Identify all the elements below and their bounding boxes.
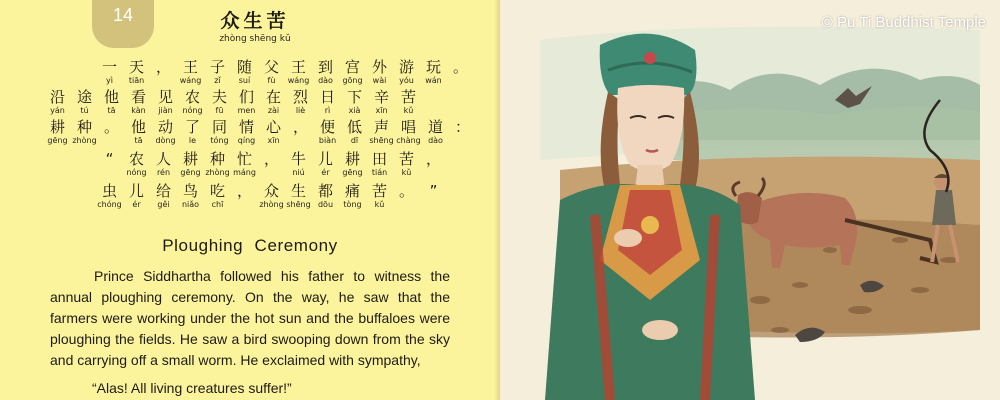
- poem-character: [231, 150, 258, 178]
- pinyin: yì: [106, 76, 113, 85]
- hanzi: “: [105, 150, 114, 168]
- poem-character: [98, 88, 125, 116]
- poem-character: [312, 58, 339, 86]
- pinyin: xīn: [267, 136, 280, 145]
- poem-character: [366, 182, 393, 210]
- hanzi: 日: [319, 88, 335, 106]
- poem-character: [395, 88, 422, 116]
- hanzi: 苦: [371, 182, 387, 200]
- pinyin: wán: [425, 76, 442, 85]
- hanzi: 他: [130, 118, 146, 136]
- poem-character: [125, 118, 152, 146]
- poem-character: [258, 58, 285, 86]
- hanzi: 子: [209, 58, 225, 76]
- pendant: [641, 216, 659, 234]
- hanzi: 王: [182, 58, 198, 76]
- hanzi: ，: [155, 58, 171, 76]
- pinyin: yóu: [399, 76, 414, 85]
- poem-character: [150, 58, 177, 86]
- poem-character: [150, 182, 177, 210]
- pinyin: kǔ: [401, 168, 412, 177]
- pinyin: tián: [371, 168, 388, 177]
- pinyin: niǎo: [181, 200, 200, 209]
- poem-character: [152, 118, 179, 146]
- hanzi: 心: [265, 118, 281, 136]
- hanzi: 道: [427, 118, 443, 136]
- hanzi: 。: [103, 118, 119, 136]
- pinyin: xià: [348, 106, 361, 115]
- pinyin: dòng: [155, 136, 176, 145]
- page-number: 14: [112, 5, 134, 25]
- poem-line: [44, 118, 476, 146]
- pinyin: zhòng: [259, 200, 284, 209]
- chinese-title-hanzi: 众生苦: [220, 10, 290, 32]
- hanzi: 低: [346, 118, 362, 136]
- poem-character: [420, 150, 447, 178]
- hanzi: 牛: [290, 150, 306, 168]
- poem-character: [150, 150, 177, 178]
- hanzi: 耕: [344, 150, 360, 168]
- poem-line: [96, 150, 447, 178]
- poem-line: [96, 182, 447, 210]
- pinyin: máng: [233, 168, 256, 177]
- poem-character: [71, 118, 98, 146]
- poem-character: [339, 182, 366, 210]
- poem-character: [177, 182, 204, 210]
- poem-character: [420, 58, 447, 86]
- pinyin: kǔ: [374, 200, 385, 209]
- poem-character: [393, 182, 420, 210]
- pinyin: rén: [156, 168, 171, 177]
- pinyin: gēng: [180, 168, 201, 177]
- pinyin: chī: [211, 200, 224, 209]
- hanzi: 烈: [292, 88, 308, 106]
- pinyin: dào: [318, 76, 333, 85]
- hanzi: 苦: [398, 150, 414, 168]
- poem-character: [260, 118, 287, 146]
- poem-character: [179, 88, 206, 116]
- poem-character: [233, 88, 260, 116]
- hand-arm: [642, 320, 678, 340]
- poem-character: [233, 118, 260, 146]
- poem-character: [258, 182, 285, 210]
- pinyin: ér: [321, 168, 330, 177]
- hanzi: 耕: [182, 150, 198, 168]
- poem-character: [177, 58, 204, 86]
- hanzi: ，: [292, 118, 308, 136]
- pinyin: niú: [292, 168, 305, 177]
- poem-character: [206, 88, 233, 116]
- poem-character: [393, 150, 420, 178]
- pinyin: dào: [428, 136, 443, 145]
- hanzi: 随: [236, 58, 252, 76]
- english-body: Prince Siddhartha followed his father to witness the annual ploughing ceremony. On the way, he saw that the farmers were working under the hot sun and the buffaloes were ploughing the fields. He saw a bird swooping down from the sky and carrying off a small worm. He exclaimed with sympathy,: [50, 268, 450, 368]
- hanzi: 痛: [344, 182, 360, 200]
- hanzi: ，: [236, 182, 252, 200]
- poem-character: [420, 182, 447, 210]
- hanzi: 动: [157, 118, 173, 136]
- pinyin: jiàn: [158, 106, 173, 115]
- poem-character: [204, 58, 231, 86]
- hanzi: 忙: [236, 150, 252, 168]
- pinyin: wài: [372, 76, 387, 85]
- hanzi: 声: [373, 118, 389, 136]
- pinyin: kǔ: [403, 106, 414, 115]
- poem-character: [206, 118, 233, 146]
- hanzi: ”: [429, 182, 438, 200]
- hanzi: 种: [209, 150, 225, 168]
- pinyin: biàn: [318, 136, 337, 145]
- poem-character: [368, 118, 395, 146]
- poem-character: [204, 150, 231, 178]
- english-title: Ploughing Ceremony: [162, 236, 338, 255]
- hanzi: 耕: [49, 118, 65, 136]
- pinyin: qíng: [237, 136, 256, 145]
- hanzi: 看: [130, 88, 146, 106]
- poem-line: [96, 58, 474, 86]
- hanzi: 苦: [400, 88, 416, 106]
- hanzi: 众: [263, 182, 279, 200]
- ploughing-illustration: [500, 0, 1000, 400]
- pinyin: shēng: [369, 136, 394, 145]
- hanzi: ，: [263, 150, 279, 168]
- poem-character: [341, 118, 368, 146]
- poem-character: [123, 182, 150, 210]
- pinyin: zài: [267, 106, 280, 115]
- hanzi: 他: [103, 88, 119, 106]
- pinyin: kàn: [131, 106, 146, 115]
- pinyin: le: [188, 136, 197, 145]
- pinyin: dī: [350, 136, 359, 145]
- hanzi: 便: [319, 118, 335, 136]
- hanzi: 沿: [49, 88, 65, 106]
- hanzi: 天: [128, 58, 144, 76]
- poem-character: [204, 182, 231, 210]
- hanzi: 都: [317, 182, 333, 200]
- pinyin: wáng: [179, 76, 202, 85]
- hanzi: ：: [454, 118, 470, 136]
- hanzi: 见: [157, 88, 173, 106]
- chinese-title: [210, 6, 300, 44]
- poem-character: [44, 88, 71, 116]
- pinyin: chàng: [396, 136, 421, 145]
- pinyin: gōng: [342, 76, 363, 85]
- hanzi: 人: [155, 150, 171, 168]
- hanzi: 农: [184, 88, 200, 106]
- hanzi: 下: [346, 88, 362, 106]
- hanzi: 田: [371, 150, 387, 168]
- pinyin: fù: [267, 76, 276, 85]
- hanzi: 了: [184, 118, 200, 136]
- poem-character: [312, 150, 339, 178]
- english-quote: “Alas! All living creatures suffer!”: [92, 380, 292, 396]
- poem-character: [339, 150, 366, 178]
- hanzi: ，: [425, 150, 441, 168]
- hanzi: 种: [76, 118, 92, 136]
- hanzi: 虫: [101, 182, 117, 200]
- poem-character: [123, 58, 150, 86]
- pinyin: gēng: [47, 136, 68, 145]
- pinyin: dōu: [317, 200, 334, 209]
- poem-character: [422, 118, 449, 146]
- pinyin: gēng: [342, 168, 363, 177]
- hanzi: 给: [155, 182, 171, 200]
- hanzi: 一: [101, 58, 117, 76]
- poem-character: [285, 182, 312, 210]
- poem-character: [447, 58, 474, 86]
- poem-character: [449, 118, 476, 146]
- hanzi: 外: [371, 58, 387, 76]
- poem-character: [395, 118, 422, 146]
- pinyin: chóng: [97, 200, 122, 209]
- poem-character: [312, 182, 339, 210]
- poem-character: [341, 88, 368, 116]
- poem-character: [98, 118, 125, 146]
- poem-character: [125, 88, 152, 116]
- hanzi: 。: [452, 58, 468, 76]
- chinese-title-pinyin: zhòng shēng kǔ: [219, 34, 291, 44]
- poem-character: [96, 150, 123, 178]
- hand-chest: [614, 229, 642, 247]
- pinyin: rì: [324, 106, 331, 115]
- poem-character: [231, 58, 258, 86]
- poem-character: [123, 150, 150, 178]
- poem-character: [287, 88, 314, 116]
- poem-character: [258, 150, 285, 178]
- poem-character: [287, 118, 314, 146]
- pinyin: wáng: [287, 76, 310, 85]
- pinyin: nóng: [182, 106, 203, 115]
- pinyin: tā: [107, 106, 116, 115]
- pinyin: zǐ: [214, 76, 221, 85]
- hanzi: 父: [263, 58, 279, 76]
- pinyin: zhòng: [72, 136, 97, 145]
- poem-character: [260, 88, 287, 116]
- poem-character: [177, 150, 204, 178]
- pinyin: gěi: [157, 200, 170, 209]
- hanzi: 宫: [344, 58, 360, 76]
- hanzi: 生: [290, 182, 306, 200]
- pinyin: nóng: [126, 168, 147, 177]
- pinyin: shēng: [286, 200, 311, 209]
- poem-character: [366, 150, 393, 178]
- turban-jewel: [644, 52, 656, 64]
- poem-character: [152, 88, 179, 116]
- pinyin: ér: [132, 200, 141, 209]
- pinyin: tóng: [210, 136, 229, 145]
- poem-character: [96, 182, 123, 210]
- hanzi: 鸟: [182, 182, 198, 200]
- pinyin: tā: [134, 136, 143, 145]
- poem-character: [96, 58, 123, 86]
- hanzi: 吃: [209, 182, 225, 200]
- hanzi: 途: [76, 88, 92, 106]
- pinyin: xīn: [375, 106, 388, 115]
- hanzi: 玩: [425, 58, 441, 76]
- right-page: [500, 0, 1000, 400]
- hanzi: 到: [317, 58, 333, 76]
- copyright-watermark: © Pu Ti Buddhist Temple: [821, 14, 986, 31]
- hanzi: 们: [238, 88, 254, 106]
- poem-character: [339, 58, 366, 86]
- hanzi: 儿: [128, 182, 144, 200]
- poem-character: [366, 58, 393, 86]
- pinyin: suí: [238, 76, 251, 85]
- poem-character: [393, 58, 420, 86]
- pinyin: tiān: [128, 76, 145, 85]
- poem-character: [314, 118, 341, 146]
- pinyin: zhòng: [205, 168, 230, 177]
- pinyin: liè: [295, 106, 306, 115]
- poem-character: [44, 118, 71, 146]
- poem-character: [285, 150, 312, 178]
- pinyin: tòng: [343, 200, 362, 209]
- pinyin: fū: [215, 106, 224, 115]
- poem-character: [71, 88, 98, 116]
- hanzi: 农: [128, 150, 144, 168]
- poem-character: [231, 182, 258, 210]
- poem-character: [179, 118, 206, 146]
- poem-character: [314, 88, 341, 116]
- hanzi: 同: [211, 118, 227, 136]
- poem-character: [368, 88, 395, 116]
- hanzi: 唱: [400, 118, 416, 136]
- hanzi: 儿: [317, 150, 333, 168]
- pinyin: men: [237, 106, 256, 115]
- hanzi: 在: [265, 88, 281, 106]
- poem-line: [44, 88, 422, 116]
- hanzi: 王: [290, 58, 306, 76]
- hanzi: 辛: [373, 88, 389, 106]
- pinyin: yán: [50, 106, 65, 115]
- hanzi: 。: [398, 182, 414, 200]
- hanzi: 夫: [211, 88, 227, 106]
- hanzi: 情: [238, 118, 254, 136]
- hanzi: 游: [398, 58, 414, 76]
- poem-character: [285, 58, 312, 86]
- pinyin: tú: [80, 106, 89, 115]
- page-number-tab: [92, 0, 154, 48]
